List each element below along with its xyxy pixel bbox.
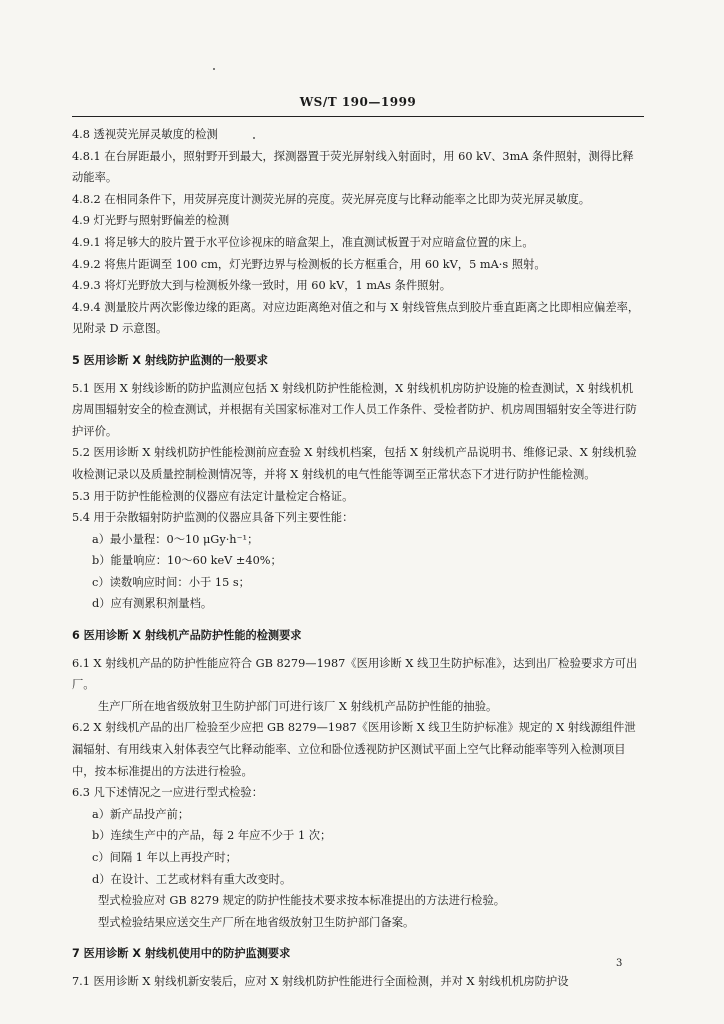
paragraph: 5.1 医用 X 射线诊断的防护监测应包括 X 射线机防护性能检测，X 射线机机房防护设施的检查测试，X 射线机机房周围辐射安全的检查测试，并根据有关国家标准对工作人员工作条件、受检者防护、机房周围辐射安全等进行防护评价。 — [72, 381, 637, 438]
header-rule — [72, 116, 644, 117]
clause-heading: 4.8 透视荧光屏灵敏度的检测 — [72, 128, 218, 141]
paragraph: 5.2 医用诊断 X 射线机防护性能检测前应查验 X 射线机档案，包括 X 射线机产品说明书、维修记录、X 射线机验收检测记录以及质量控制检测情况等，并将 X 射线机的电气性能等调至正常状态下才进行防护性能检测。 — [72, 446, 637, 481]
paragraph: 7.1 医用诊断 X 射线机新安装后，应对 X 射线机防护性能进行全面检测，并对 X 射线机机房防护设 — [72, 974, 569, 988]
paragraph: 4.9.4 测量胶片两次影像边缘的距离。对应边距离绝对值之和与 X 射线管焦点到胶片垂直距离之比即相应偏差率，见附录 D 示意图。 — [72, 300, 640, 336]
scan-speck — [213, 68, 215, 70]
paragraph: 5.3 用于防护性能检测的仪器应有法定计量检定合格证。 — [72, 489, 354, 503]
list-item: b）连续生产中的产品，每 2 年应不少于 1 次； — [92, 829, 332, 843]
section-heading-7: 7 医用诊断 X 射线机使用中的防护监测要求 — [72, 947, 291, 961]
section-heading-6: 6 医用诊断 X 射线机产品防护性能的检测要求 — [72, 629, 302, 643]
list-item: b）能量响应：10～60 keV ±40%； — [92, 554, 282, 568]
list-item: c）读数响应时间：小于 15 s； — [92, 575, 250, 589]
list-item: d）在设计、工艺或材料有重大改变时。 — [92, 872, 292, 886]
paragraph: 4.8.1 在台屏距最小，照射野开到最大，探测器置于荧光屏射线入射面时，用 60 kV、3mA 条件照射，测得比释动能率。 — [72, 149, 634, 185]
paragraph: 生产厂所在地省级放射卫生防护部门可进行该厂 X 射线机产品防护性能的抽验。 — [98, 699, 498, 713]
page-number: 3 — [616, 958, 623, 969]
standard-header: WS/T 190—1999 — [299, 95, 417, 109]
paragraph: 6.3 凡下述情况之一应进行型式检验： — [72, 786, 264, 800]
paragraph: 4.9.3 将灯光野放大到与检测板外缘一致时，用 60 kV，1 mAs 条件照射。 — [72, 279, 452, 293]
paragraph: 4.9.1 将足够大的胶片置于水平位诊视床的暗盒架上，准直测试板置于对应暗盒位置的床上。 — [72, 235, 534, 249]
paragraph: 6.1 X 射线机产品的防护性能应符合 GB 8279—1987《医用诊断 X 线卫生防护标准》，达到出厂检验要求方可出厂。 — [72, 656, 638, 692]
paragraph: 型式检验应对 GB 8279 规定的防护性能技术要求按本标准提出的方法进行检验。 — [98, 894, 506, 908]
list-item: a）新产品投产前； — [92, 807, 190, 821]
paragraph: 5.4 用于杂散辐射防护监测的仪器应具备下列主要性能： — [72, 511, 354, 525]
paragraph: 4.9.2 将焦片距调至 100 cm，灯光野边界与检测板的长方框重合，用 60 kV，5 mA·s 照射。 — [72, 257, 546, 271]
paragraph: 型式检验结果应送交生产厂所在地省级放射卫生防护部门备案。 — [98, 915, 415, 929]
paragraph: 6.2 X 射线机产品的出厂检验至少应把 GB 8279—1987《医用诊断 X 线卫生防护标准》规定的 X 射线源组件泄漏辐射、有用线束入射体表空气比释动能率、立位和卧位透视防护区测试平面上空气比释动能率等列入检测项目中，按本标准提出的方法进行检验。 — [72, 721, 636, 778]
section-heading-5: 5 医用诊断 X 射线防护监测的一般要求 — [72, 353, 268, 367]
list-item: a）最小量程：0～10 μGy·h⁻¹； — [92, 532, 259, 546]
list-item: d）应有测累积剂量档。 — [92, 597, 213, 611]
paragraph: 4.8.2 在相同条件下，用荧屏亮度计测荧光屏的亮度。荧光屏亮度与比释动能率之比即为荧光屏灵敏度。 — [72, 192, 591, 206]
list-item: c）间隔 1 年以上再投产时； — [92, 851, 237, 864]
document-body — [72, 124, 644, 993]
clause-heading: 4.9 灯光野与照射野偏差的检测 — [72, 214, 230, 228]
